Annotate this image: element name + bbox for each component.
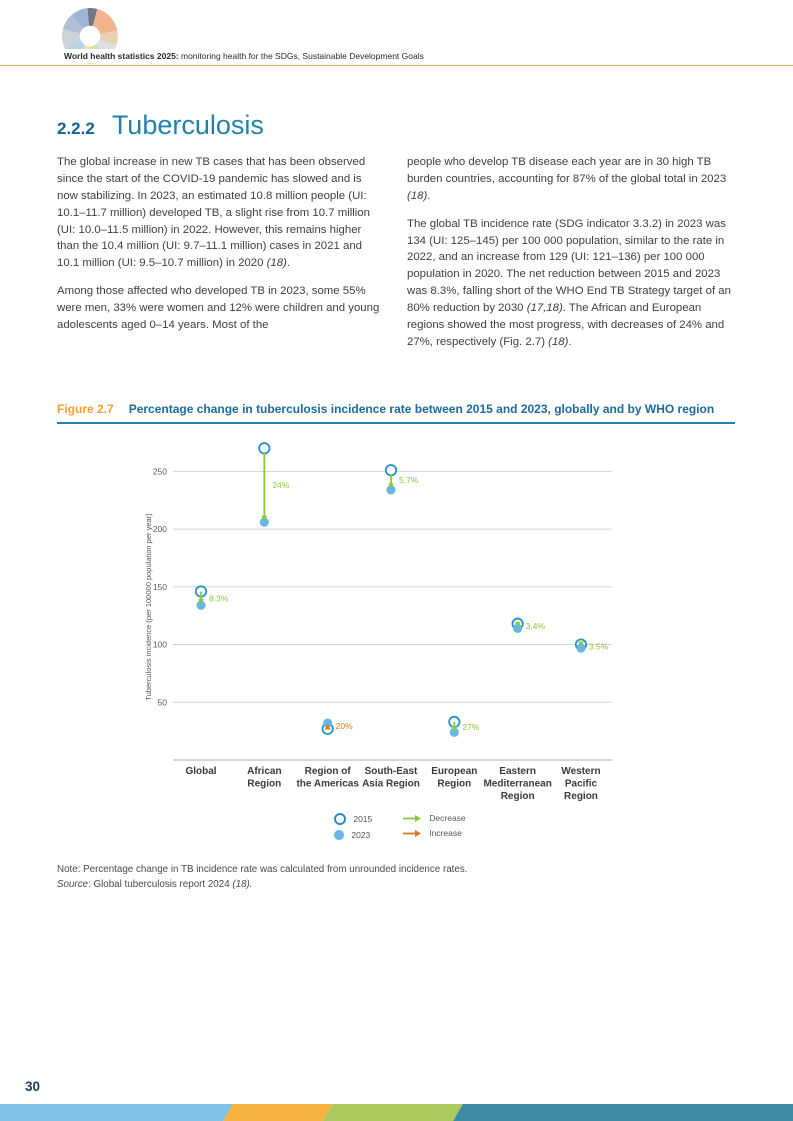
legend-decrease-label: Decrease — [429, 813, 466, 823]
figure-source — [57, 879, 735, 890]
tb-incidence-chart — [145, 440, 655, 810]
page-number: 30 — [25, 1079, 41, 1094]
increase-arrow-icon — [402, 829, 422, 838]
figure-rule — [57, 422, 735, 424]
page-content — [0, 110, 793, 890]
category-label: Western Pacific Region — [561, 766, 601, 802]
header-title-rest: monitoring health for the SDGs, Sustainable Development Goals — [178, 51, 424, 61]
category-label: African Region — [247, 766, 282, 790]
legend-2015-marker — [334, 813, 346, 825]
decrease-arrow-icon — [402, 814, 422, 823]
change-label: 27% — [462, 722, 480, 733]
change-label: 20% — [335, 720, 353, 731]
y-axis-label: Tuberculosis incidence (per 100000 population per year) — [144, 513, 153, 701]
legend-item-increase — [402, 828, 465, 838]
region-group-1 — [247, 443, 290, 789]
region-group-3 — [362, 465, 420, 789]
paragraph: The global increase in new TB cases that has been observed since the start of the COVID-19 pandemic has slowed and is now stabilizing. In 2023, an estimated 10.8 million people (UI: 10.1–11.7 million) developed TB, a slight rise from 10.7 million (UI: 10.0–11.5 million) in 2022. However, this remains higher than the 10.4 million (UI: 9.7–11.1 million) cases in 2021 and 10.1 million (UI: 9.5–10.7 million) in 2020 (18). — [57, 156, 370, 270]
category-label: European Region — [431, 766, 478, 790]
paragraph: people who develop TB disease each year are in 30 high TB burden countries, accounting for 87% of the global total in 2023 (18). — [407, 156, 727, 202]
change-label: 24% — [272, 480, 290, 491]
figure-label: Figure 2.7 — [57, 402, 114, 416]
legend-markers-column — [334, 813, 372, 840]
category-label: Global — [185, 766, 217, 777]
header-running-title — [64, 49, 432, 63]
body-columns — [57, 154, 735, 382]
legend-2015-label: 2015 — [353, 814, 373, 824]
legend-2023-label: 2023 — [351, 830, 371, 840]
figure-note: Note: Percentage change in TB incidence rate was calculated from unrounded incidence rates. — [57, 864, 468, 875]
header-title-bold: World health statistics 2025: — [64, 51, 179, 61]
y-tick-label: 50 — [157, 697, 167, 708]
legend-item-2015 — [334, 813, 372, 825]
right-column — [407, 154, 735, 382]
legend-increase-label: Increase — [429, 828, 462, 838]
figure-2-7-chart — [145, 440, 655, 840]
y-tick-label: 200 — [152, 524, 167, 535]
change-label: 5.7% — [398, 475, 419, 486]
figure-title: Percentage change in tuberculosis incidence rate between 2015 and 2023, globally and by WHO region — [128, 402, 715, 416]
footer-band-teal — [453, 1104, 793, 1121]
legend-arrows-column — [402, 813, 465, 840]
source-text: : Global tuberculosis report 2024 — [88, 879, 233, 890]
footer-band — [0, 1104, 793, 1121]
source-ref: (18). — [232, 879, 253, 890]
change-label: 3.4% — [525, 621, 546, 632]
change-label: 3.5% — [588, 641, 609, 652]
section-number: 2.2.2 — [57, 119, 95, 138]
figure-header — [57, 402, 735, 416]
y-tick-label: 150 — [152, 581, 167, 592]
y-tick-label: 100 — [152, 639, 167, 650]
change-label: 8.3% — [209, 593, 229, 604]
header-rule — [0, 65, 793, 66]
section-title: Tuberculosis — [111, 110, 264, 140]
category-label: Eastern Mediterranean Region — [483, 766, 552, 802]
left-column — [57, 154, 385, 382]
marker-2015 — [259, 443, 269, 453]
footer-band-blue — [0, 1104, 233, 1121]
region-group-2 — [296, 718, 359, 789]
category-label: Region of the Americas — [296, 766, 359, 790]
category-label: South-East Asia Region — [362, 766, 420, 790]
footer-band-green — [323, 1104, 463, 1121]
page-header — [0, 0, 793, 70]
footer-band-yellow — [223, 1104, 333, 1121]
legend-item-2023 — [334, 830, 372, 840]
source-word: Source — [57, 879, 89, 890]
region-group-0 — [185, 586, 228, 777]
legend-2023-marker — [334, 830, 344, 840]
y-tick-label: 250 — [152, 466, 167, 477]
legend-item-decrease — [402, 813, 465, 823]
section-heading — [57, 110, 735, 141]
region-group-4 — [431, 717, 480, 790]
region-group-5 — [483, 619, 551, 802]
paragraph: The global TB incidence rate (SDG indicator 3.3.2) in 2023 was 134 (UI: 125–145) per 100 000 population, similar to the rate in 2022, and an increase from 129 (UI: 121–136) per 100 000 population in 2020. The net reduction between 2015 and 2023 was 8.3%, falling short of the WHO End TB Strategy target of an 80% reduction by 2030 (17,18). The African and European regions showed the most progress, with decreases of 24% and 27%, respectively (Fig. 2.7) (18). — [407, 217, 731, 348]
region-group-6 — [561, 639, 608, 802]
paragraph: Among those affected who developed TB in 2023, some 55% were men, 33% were women and 12% were children and young adolescents aged 0–14 years. Most of the — [57, 285, 380, 331]
marker-2015 — [386, 465, 396, 475]
chart-legend — [145, 813, 655, 840]
